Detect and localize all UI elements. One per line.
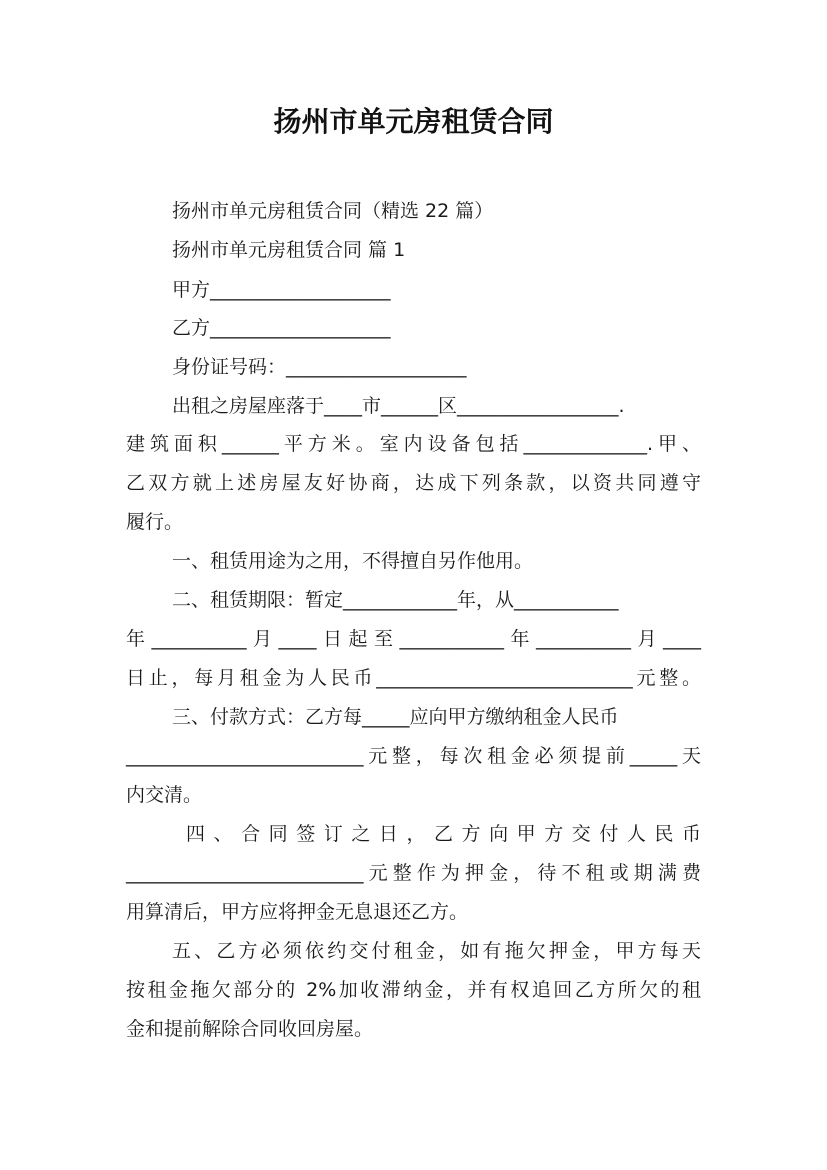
- clause-2-cont: 日止，每月租金为人民币___________________________元整。: [126, 667, 701, 689]
- id-number-line: 身份证号码：___________________: [172, 356, 467, 378]
- clause-2: 二、租赁期限：暂定____________年，从___________: [172, 589, 619, 611]
- section-heading: 扬州市单元房租赁合同 篇 1: [172, 239, 406, 261]
- paragraph-line: 建筑面积______平方米。室内设备包括_____________.甲、: [126, 433, 701, 455]
- clause-4: 四、合同签订之日，乙方向甲方交付人民币: [186, 823, 701, 845]
- clause-2-cont: 年__________月____日起至___________年__________月____: [126, 628, 701, 650]
- clause-1: 一、租赁用途为之用，不得擅自另作他用。: [172, 550, 534, 572]
- paragraph-line: 履行。: [126, 511, 184, 533]
- party-b-line: 乙方___________________: [172, 317, 391, 339]
- clause-3-cont: 内交清。: [126, 784, 203, 806]
- subtitle-line: 扬州市单元房租赁合同（精选 22 篇）: [172, 200, 494, 222]
- clause-5: 五、乙方必须依约交付租金，如有拖欠押金，甲方每天: [172, 940, 701, 962]
- clause-3-cont: _________________________元整，每次租金必须提前_____天: [126, 745, 701, 767]
- clause-5-cont: 金和提前解除合同收回房屋。: [126, 1018, 374, 1040]
- party-a-line: 甲方___________________: [172, 279, 391, 301]
- paragraph-line: 出租之房屋座落于____市______区_________________.: [172, 395, 625, 417]
- clause-4-cont: 用算清后，甲方应将押金无息退还乙方。: [126, 901, 469, 923]
- clause-4-cont: _________________________元整作为押金，待不租或期满费: [126, 862, 701, 884]
- clause-5-cont: 按租金拖欠部分的 2%加收滞纳金，并有权追回乙方所欠的租: [126, 979, 701, 1001]
- document-title: 扬州市单元房租赁合同: [273, 105, 554, 138]
- paragraph-line: 乙双方就上述房屋友好协商，达成下列条款，以资共同遵守: [126, 472, 701, 494]
- clause-3: 三、付款方式：乙方每_____应向甲方缴纳租金人民币: [172, 706, 619, 728]
